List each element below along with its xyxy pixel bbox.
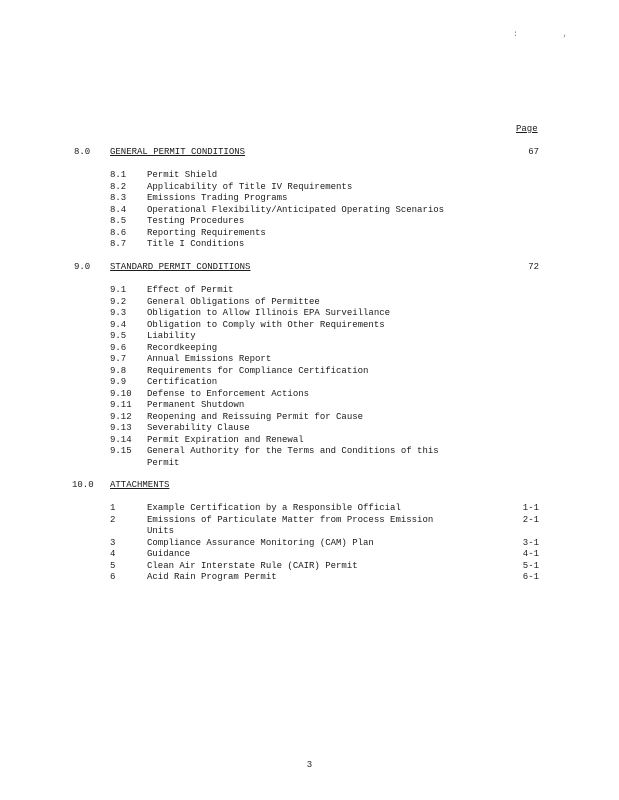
section-number: 8.0: [74, 147, 91, 157]
item-title: Obligation to Allow Illinois EPA Surveillance: [147, 308, 391, 318]
item-number: 9.4: [110, 320, 127, 330]
toc-section-row: [0, 479, 619, 491]
toc-item-row: [0, 284, 619, 296]
section-number: 10.0: [72, 480, 94, 490]
toc-attachment-row: [0, 548, 619, 560]
item-number: 9.8: [110, 366, 127, 376]
attachment-title: Guidance: [147, 549, 191, 559]
attachment-title: Clean Air Interstate Rule (CAIR) Permit: [147, 561, 358, 571]
item-title: Testing Procedures: [147, 216, 245, 226]
toc-item-row: [0, 238, 619, 250]
item-title: Annual Emissions Report: [147, 354, 272, 364]
footer-page-number: 3: [306, 760, 313, 770]
item-title: Certification: [147, 377, 218, 387]
item-number: 9.3: [110, 308, 127, 318]
item-number: 9.11: [110, 400, 132, 410]
toc-item-row: [0, 353, 619, 365]
attachment-page: 1-1: [522, 503, 539, 513]
item-number: 8.1: [110, 170, 127, 180]
item-title: Requirements for Compliance Certification: [147, 366, 369, 376]
attachment-number: 1: [110, 503, 116, 513]
item-title: Reopening and Reissuing Permit for Cause: [147, 412, 364, 422]
item-title: Defense to Enforcement Actions: [147, 389, 310, 399]
toc-item-continuation-row: [0, 525, 619, 537]
item-number: 9.14: [110, 435, 132, 445]
item-title: Reporting Requirements: [147, 228, 266, 238]
attachment-page: 4-1: [522, 549, 539, 559]
item-title: Applicability of Title IV Requirements: [147, 182, 353, 192]
item-title: Permit Expiration and Renewal: [147, 435, 304, 445]
item-title: Operational Flexibility/Anticipated Operating Scenarios: [147, 205, 445, 215]
attachment-page: 2-1: [522, 515, 539, 525]
item-title: General Obligations of Permittee: [147, 297, 320, 307]
item-title: Title I Conditions: [147, 239, 245, 249]
attachment-number: 5: [110, 561, 116, 571]
item-number: 9.9: [110, 377, 127, 387]
item-number: 9.7: [110, 354, 127, 364]
item-title: Permit Shield: [147, 170, 218, 180]
item-number: 8.6: [110, 228, 127, 238]
toc-item-row: [0, 399, 619, 411]
toc-section-row: [0, 261, 619, 273]
item-number: 9.15: [110, 446, 132, 456]
section-page: 67: [528, 147, 539, 157]
attachment-number: 2: [110, 515, 116, 525]
toc-item-row: [0, 215, 619, 227]
item-number: 9.10: [110, 389, 132, 399]
page-column-heading: Page: [516, 124, 538, 134]
attachment-title-continuation: Units: [147, 526, 175, 536]
item-title: Effect of Permit: [147, 285, 234, 295]
item-title: General Authority for the Terms and Conditions of this: [147, 446, 439, 456]
toc-attachment-row: [0, 571, 619, 583]
item-number: 8.7: [110, 239, 127, 249]
toc-attachment-row: [0, 502, 619, 514]
item-number: 9.5: [110, 331, 127, 341]
attachment-title: Acid Rain Program Permit: [147, 572, 277, 582]
item-number: 9.13: [110, 423, 132, 433]
item-title: Emissions Trading Programs: [147, 193, 288, 203]
attachment-title: Compliance Assurance Monitoring (CAM) Plan: [147, 538, 374, 548]
section-title: STANDARD PERMIT CONDITIONS: [110, 262, 251, 272]
toc-section-row: [0, 146, 619, 158]
item-title: Obligation to Comply with Other Requirements: [147, 320, 385, 330]
section-number: 9.0: [74, 262, 91, 272]
item-number: 9.1: [110, 285, 127, 295]
item-number: 9.12: [110, 412, 132, 422]
toc-item-row: [0, 169, 619, 181]
attachment-page: 3-1: [522, 538, 539, 548]
item-number: 8.4: [110, 205, 127, 215]
section-title: ATTACHMENTS: [110, 480, 170, 490]
attachment-number: 6: [110, 572, 116, 582]
toc-item-row: [0, 307, 619, 319]
item-number: 8.3: [110, 193, 127, 203]
attachment-page: 5-1: [522, 561, 539, 571]
toc-item-row: [0, 376, 619, 388]
item-title: Permanent Shutdown: [147, 400, 245, 410]
item-title: Recordkeeping: [147, 343, 218, 353]
toc-item-continuation-row: [0, 457, 619, 469]
item-title: Severability Clause: [147, 423, 250, 433]
item-number: 8.5: [110, 216, 127, 226]
item-title-continuation: Permit: [147, 458, 180, 468]
toc-item-row: [0, 330, 619, 342]
section-title: GENERAL PERMIT CONDITIONS: [110, 147, 246, 157]
toc-item-row: [0, 192, 619, 204]
attachment-title: Example Certification by a Responsible Official: [147, 503, 401, 513]
item-number: 9.6: [110, 343, 127, 353]
item-number: 9.2: [110, 297, 127, 307]
attachment-number: 4: [110, 549, 116, 559]
section-page: 72: [528, 262, 539, 272]
toc-item-row: [0, 422, 619, 434]
attachment-title: Emissions of Particulate Matter from Process Emission: [147, 515, 434, 525]
corner-mark: : ,: [513, 30, 588, 39]
toc-item-row: [0, 445, 619, 457]
item-number: 8.2: [110, 182, 127, 192]
attachment-number: 3: [110, 538, 116, 548]
item-title: Liability: [147, 331, 196, 341]
attachment-page: 6-1: [522, 572, 539, 582]
